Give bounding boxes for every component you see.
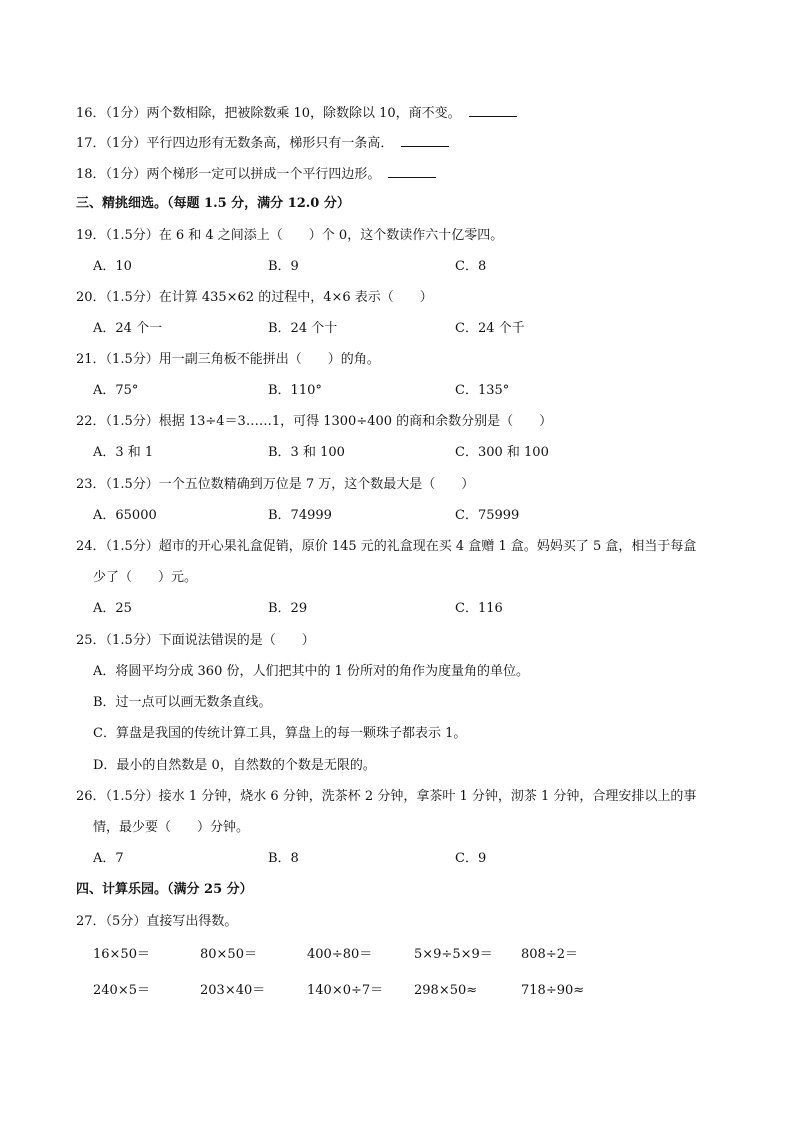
question-18: [76, 165, 436, 183]
question-25: 25．（1.5分）下面说法错误的是（ ）: [76, 633, 315, 648]
question-23: 23．（1.5分）一个五位数精确到万位是 7 万，这个数最大是（ ）: [76, 477, 475, 492]
calc-item: 298×50≈: [414, 983, 478, 998]
calc-item: 16×50＝: [93, 947, 150, 962]
q22-option-c[interactable]: C．300 和 100: [455, 445, 549, 460]
calc-item: 203×40＝: [200, 983, 266, 998]
q25-option-c[interactable]: C．算盘是我国的传统计算工具，算盘上的每一颗珠子都表示 1。: [93, 726, 467, 741]
question-27: 27．（5分）直接写出得数。: [76, 914, 238, 929]
calc-item: 400÷80＝: [307, 947, 373, 962]
q25-option-d[interactable]: D．最小的自然数是 0，自然数的个数是无限的。: [93, 758, 376, 773]
calc-item: 718÷90≈: [521, 983, 585, 998]
q23-option-a[interactable]: A．65000: [93, 508, 157, 523]
section-3-heading: 三、精挑细选。（每题 1.5 分，满分 12.0 分）: [76, 196, 350, 211]
question-22: 22．（1.5分）根据 13÷4＝3……1，可得 1300÷400 的商和余数分别是（ ）: [76, 414, 553, 429]
question-21: 21．（1.5分）用一副三角板不能拼出（ ）的角。: [76, 352, 380, 367]
calc-item: 808÷2＝: [521, 947, 578, 962]
q19-option-c[interactable]: C．8: [455, 259, 487, 274]
q25-option-b[interactable]: B．过一点可以画无数条直线。: [93, 695, 272, 710]
answer-blank[interactable]: [401, 134, 449, 147]
answer-blank[interactable]: [388, 165, 436, 178]
question-26-line-1: 26．（1.5分）接水 1 分钟，烧水 6 分钟，洗茶杯 2 分钟，拿茶叶 1 分钟，沏茶 1 分钟，合理安排以上的事: [76, 789, 697, 804]
question-16: [76, 104, 517, 122]
question-24-line-2: 少了（ ）元。: [93, 570, 198, 585]
question-19: 19．（1.5分）在 6 和 4 之间添上（ ）个 0，这个数读作六十亿零四。: [76, 228, 504, 243]
q21-option-b[interactable]: B．110°: [268, 383, 322, 398]
q23-option-c[interactable]: C．75999: [455, 508, 520, 523]
q26-option-c[interactable]: C．9: [455, 851, 487, 866]
q20-option-a[interactable]: A．24 个一: [93, 321, 163, 336]
q26-option-a[interactable]: A．7: [93, 851, 124, 866]
q26-option-b[interactable]: B．8: [268, 851, 299, 866]
question-26-line-2: 情，最少要（ ）分钟。: [93, 820, 250, 835]
calc-item: 5×9÷5×9＝: [414, 947, 493, 962]
q21-option-a[interactable]: A．75°: [93, 383, 139, 398]
question-16-text: 16．（1分）两个数相除，把被除数乘 10，除数除以 10，商不变。: [76, 106, 461, 121]
q25-option-a[interactable]: A．将圆平均分成 360 份，人们把其中的 1 份所对的角作为度量角的单位。: [93, 664, 530, 679]
section-4-heading: 四、计算乐园。（满分 25 分）: [76, 882, 253, 897]
question-17: [76, 134, 449, 152]
q24-option-c[interactable]: C．116: [455, 601, 503, 616]
q20-option-c[interactable]: C．24 个千: [455, 321, 525, 336]
q19-option-b[interactable]: B．9: [268, 259, 299, 274]
q22-option-b[interactable]: B．3 和 100: [268, 445, 345, 460]
q19-option-a[interactable]: A．10: [93, 259, 132, 274]
question-18-text: 18．（1分）两个梯形一定可以拼成一个平行四边形。: [76, 167, 381, 182]
q23-option-b[interactable]: B．74999: [268, 508, 332, 523]
calc-item: 80×50＝: [200, 947, 257, 962]
calc-item: 140×0÷7＝: [307, 983, 384, 998]
question-24-line-1: 24．（1.5分）超市的开心果礼盒促销，原价 145 元的礼盒现在买 4 盒赠 1 盒。妈妈买了 5 盒，相当于每盒: [76, 539, 697, 554]
q20-option-b[interactable]: B．24 个十: [268, 321, 338, 336]
question-17-text: 17．（1分）平行四边形有无数条高，梯形只有一条高．: [76, 136, 394, 151]
q22-option-a[interactable]: A．3 和 1: [93, 445, 154, 460]
question-20: 20．（1.5分）在计算 435×62 的过程中，4×6 表示（ ）: [76, 290, 433, 305]
calc-item: 240×5＝: [93, 983, 150, 998]
q21-option-c[interactable]: C．135°: [455, 383, 510, 398]
answer-blank[interactable]: [469, 104, 517, 117]
q24-option-b[interactable]: B．29: [268, 601, 308, 616]
q24-option-a[interactable]: A．25: [93, 601, 132, 616]
